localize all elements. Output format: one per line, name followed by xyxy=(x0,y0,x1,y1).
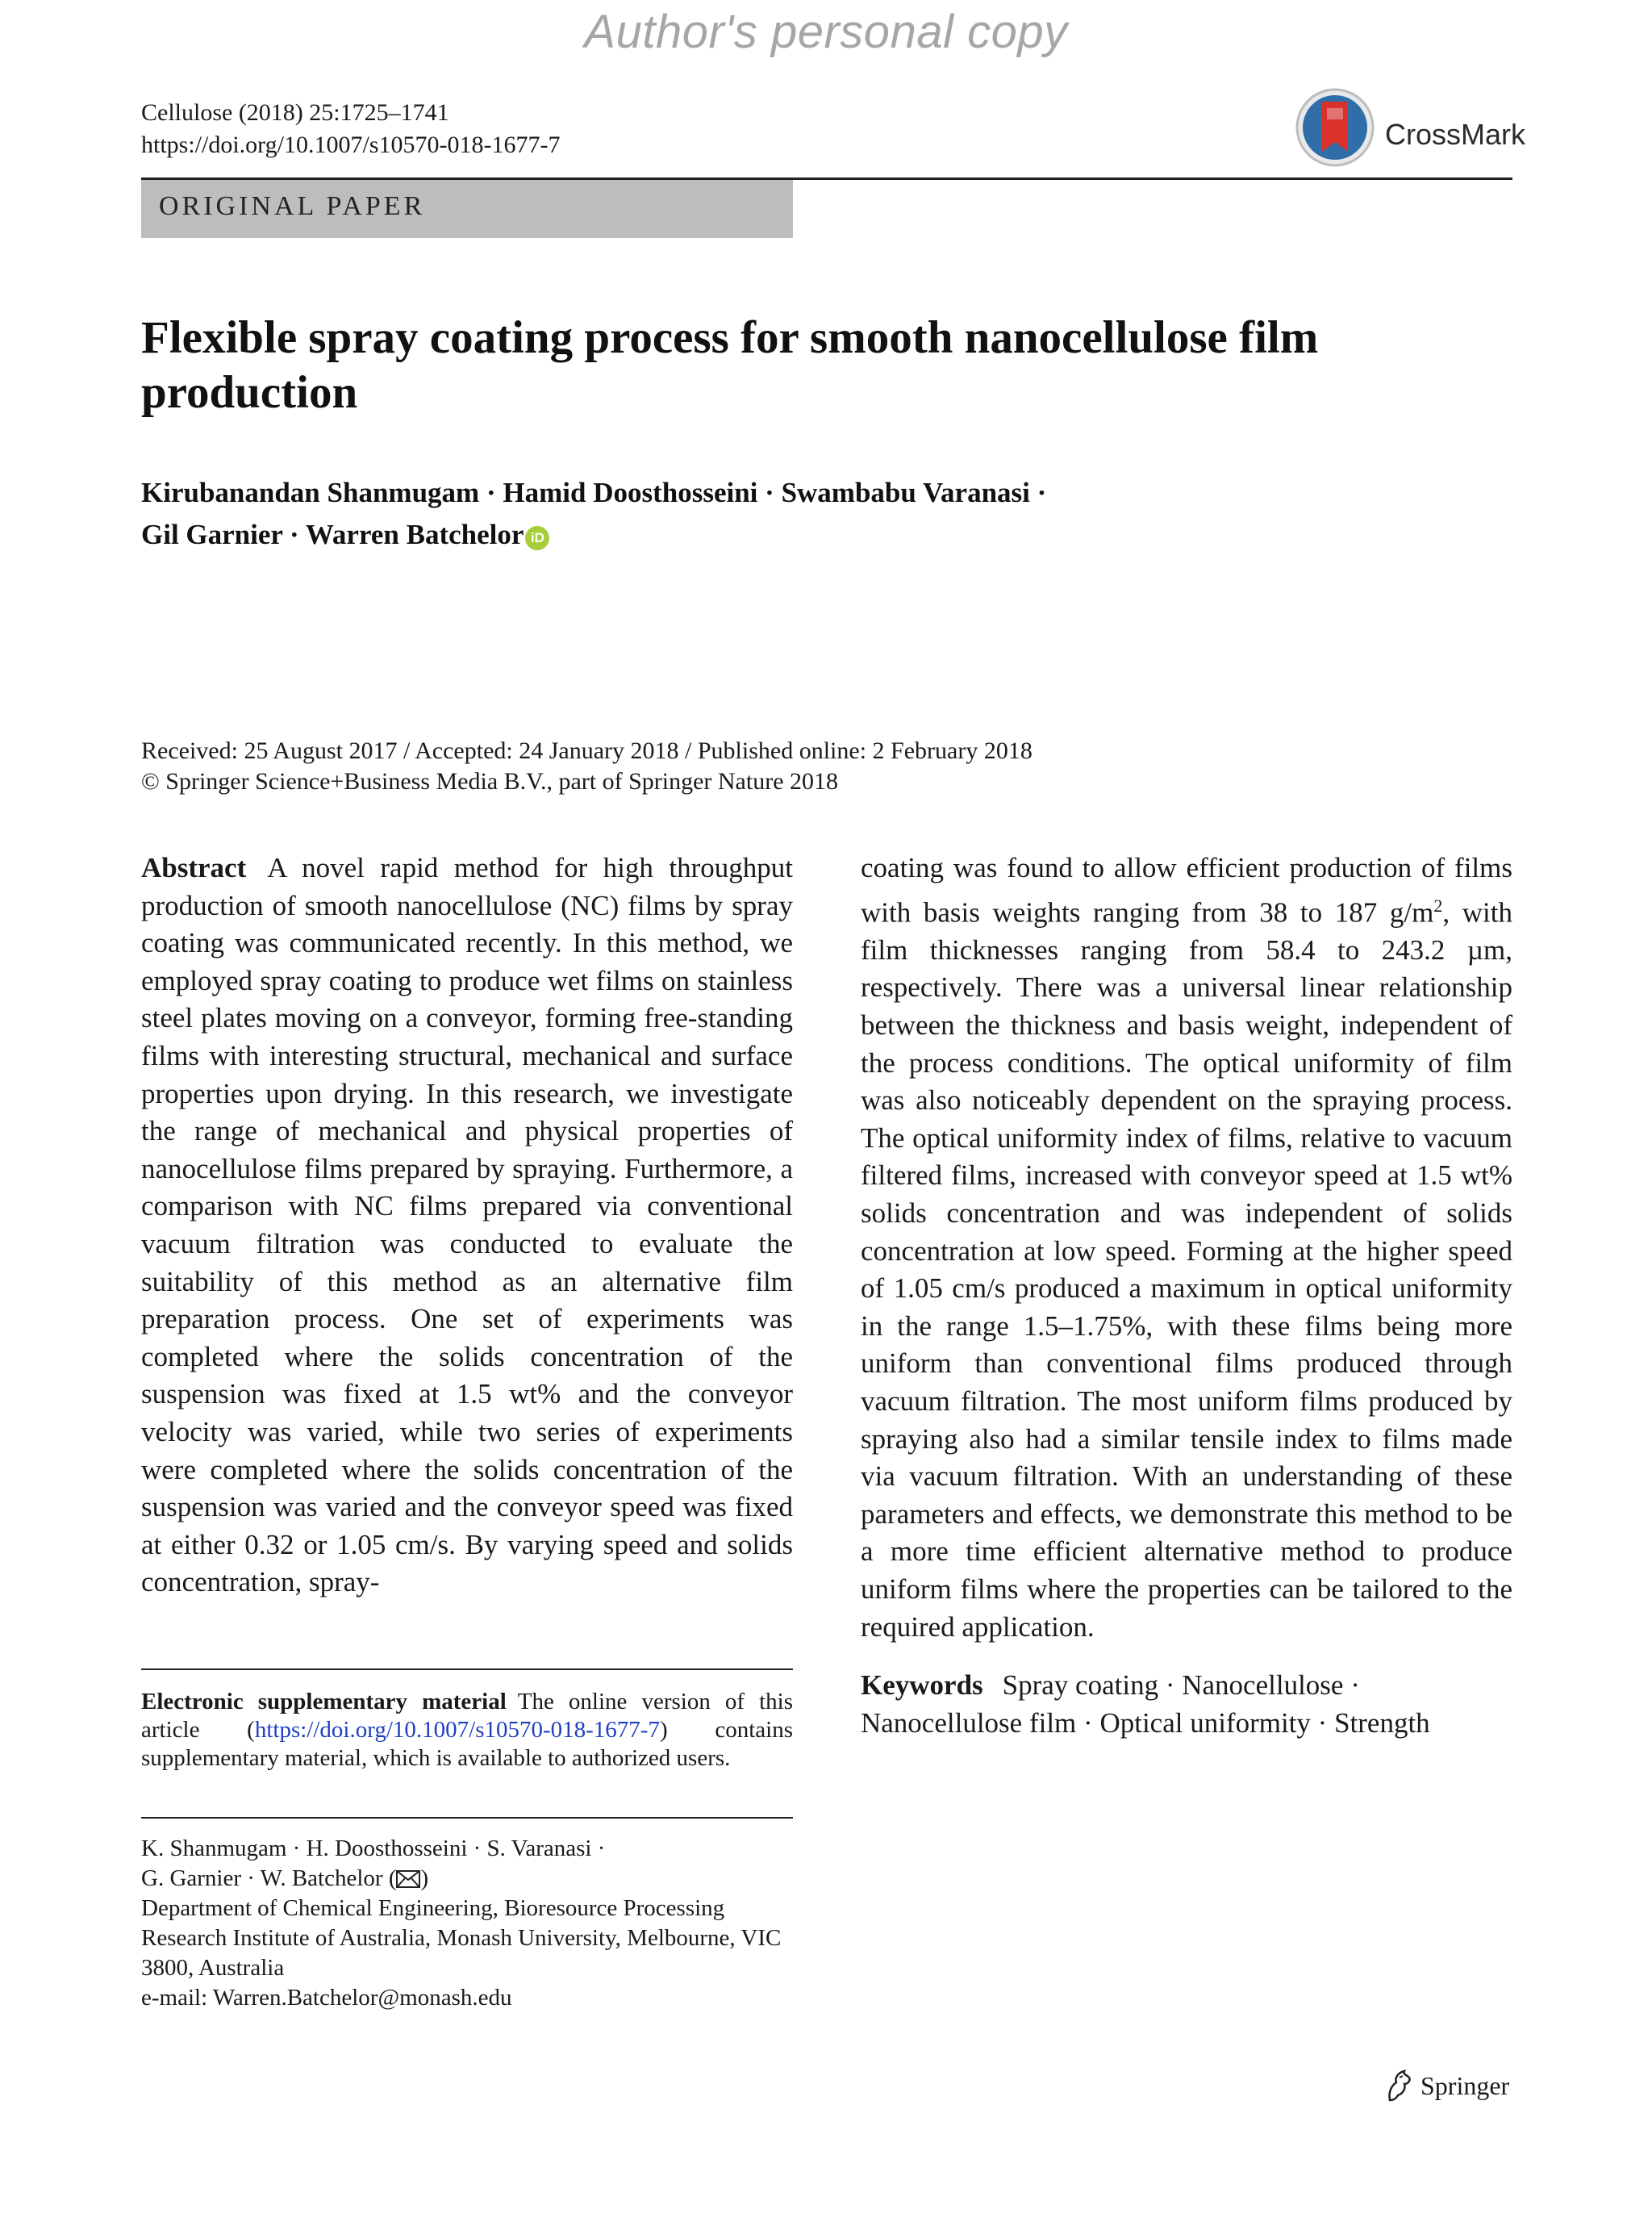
footnote-rule-top xyxy=(141,1668,793,1670)
dates-line: Received: 25 August 2017 / Accepted: 24 January 2018 / Published online: 2 February 2018 xyxy=(141,737,1032,764)
copyright-line: © Springer Science+Business Media B.V., part of Springer Nature 2018 xyxy=(141,768,839,795)
supplementary-note xyxy=(141,1688,793,1773)
abstract-left-column xyxy=(141,850,793,1602)
affil-names-1: K. Shanmugam · H. Doosthosseini · S. Varanasi · xyxy=(141,1836,606,1861)
envelope-icon[interactable] xyxy=(396,1870,420,1888)
crossmark-badge[interactable] xyxy=(1295,87,1526,176)
keywords-heading: Keywords xyxy=(861,1669,983,1702)
abstract-left-text: A novel rapid method for high throughput production of smooth nanocellulose (NC) films by spray coating was communicated recently. In this method, we employed spray coating to produce wet films on stainless steel plates moving on a conveyor, forming free-standing films with interesting structural, mechanical and surface properties upon drying. In this research, we investigate the range of mechanical and physical properties of nanocellulose films prepared by spraying. Furthermore, a comparison with NC films prepared via conventional vacuum filtration was conducted to evaluate the suitability of this method as an alternative film preparation process. One set of experiments was completed where the solids concentration of the suspension was fixed at 1.5 wt% and the conveyor velocity was varied, while two series of experiments were completed where the solids concentration of the suspension was varied and the conveyor speed was fixed at either 0.32 or 1.05 cm/s. By varying speed and solids concentration, spray- xyxy=(141,852,793,1598)
esm-text-b: ) contains supplementary material, which is available to authorized users. xyxy=(141,1717,793,1771)
keywords xyxy=(861,1667,1512,1742)
abstract-heading: Abstract xyxy=(141,852,247,883)
footnote-rule-bottom xyxy=(141,1817,793,1819)
superscript-2: 2 xyxy=(1433,895,1443,916)
keywords-text: Spray coating · Nanocellulose · Nanocellulose film · Optical uniformity · Strength xyxy=(861,1669,1430,1739)
abstract-right-text-b: , with film thicknesses ranging from 58.4 to 243.2 µm, respectively. There was a universal linear relationship between the thickness and basis weight, independent of the process conditions. The optical uniformity of film was also noticeably dependent on the spraying process. The optical uniformity index of films, relative to vacuum filtered films, increased with conveyor speed at 1.5 wt% solids concentration and was independent of solids concentration at low speed. Forming at the higher speed of 1.05 cm/s produced a maximum in optical uniformity in the range 1.5–1.75%, with these films being more uniform than conventional films produced through vacuum filtration. The most uniform films produced by spraying also had a similar tensile index to films made via vacuum filtration. With an understanding of these parameters and effects, we demonstrate this method to be a more time efficient alternative method to produce uniform films where the properties can be tailored to the required application. xyxy=(861,896,1512,1643)
journal-header xyxy=(141,97,560,161)
journal-doi[interactable]: https://doi.org/10.1007/s10570-018-1677-7 xyxy=(141,132,561,158)
crossmark-icon xyxy=(1295,87,1375,168)
springer-horse-icon xyxy=(1383,2068,1416,2103)
esm-text-a: The online version of this article ( xyxy=(141,1689,793,1743)
affil-email[interactable]: e-mail: Warren.Batchelor@monash.edu xyxy=(141,1985,512,2011)
esm-heading: Electronic supplementary material xyxy=(141,1689,507,1714)
publication-dates xyxy=(141,736,1512,797)
watermark: Author's personal copy xyxy=(584,6,1068,58)
abstract-right-body xyxy=(861,850,1512,1646)
orcid-icon[interactable]: iD xyxy=(525,526,549,550)
affil-department: Department of Chemical Engineering, Bioresource Processing Research Institute of Australia, Monash University, Melbourne, VIC 3800, Australia xyxy=(141,1895,782,1981)
authors-line-2 xyxy=(141,514,1512,556)
section-label: ORIGINAL PAPER xyxy=(159,191,426,221)
section-band xyxy=(141,180,793,238)
abstract-right-text-a: coating was found to allow efficient production of films with basis weights ranging from 38 to 187 g/m xyxy=(861,852,1512,929)
springer-label: Springer xyxy=(1420,2071,1510,2100)
affil-names-2-text: G. Garnier · W. Batchelor ( xyxy=(141,1865,397,1891)
affiliation-block xyxy=(141,1834,793,2013)
journal-citation: Cellulose (2018) 25:1725–1741 xyxy=(141,99,449,126)
authors-line-1: Kirubanandan Shanmugam · Hamid Doosthosseini · Swambabu Varanasi · xyxy=(141,477,1047,508)
author-list xyxy=(141,472,1512,556)
crossmark-label: CrossMark xyxy=(1385,118,1526,151)
abstract-right-column xyxy=(861,850,1512,1742)
paper-title: Flexible spray coating process for smooth nanocellulose film production xyxy=(141,312,1319,418)
esm-doi-link[interactable]: https://doi.org/10.1007/s10570-018-1677-7 xyxy=(254,1717,660,1743)
affil-names-2-end: ) xyxy=(420,1865,429,1891)
authors-line-2-text: Gil Garnier · Warren Batchelor xyxy=(141,519,524,550)
springer-logo xyxy=(1383,2068,1521,2108)
affil-names-2 xyxy=(141,1864,793,1894)
